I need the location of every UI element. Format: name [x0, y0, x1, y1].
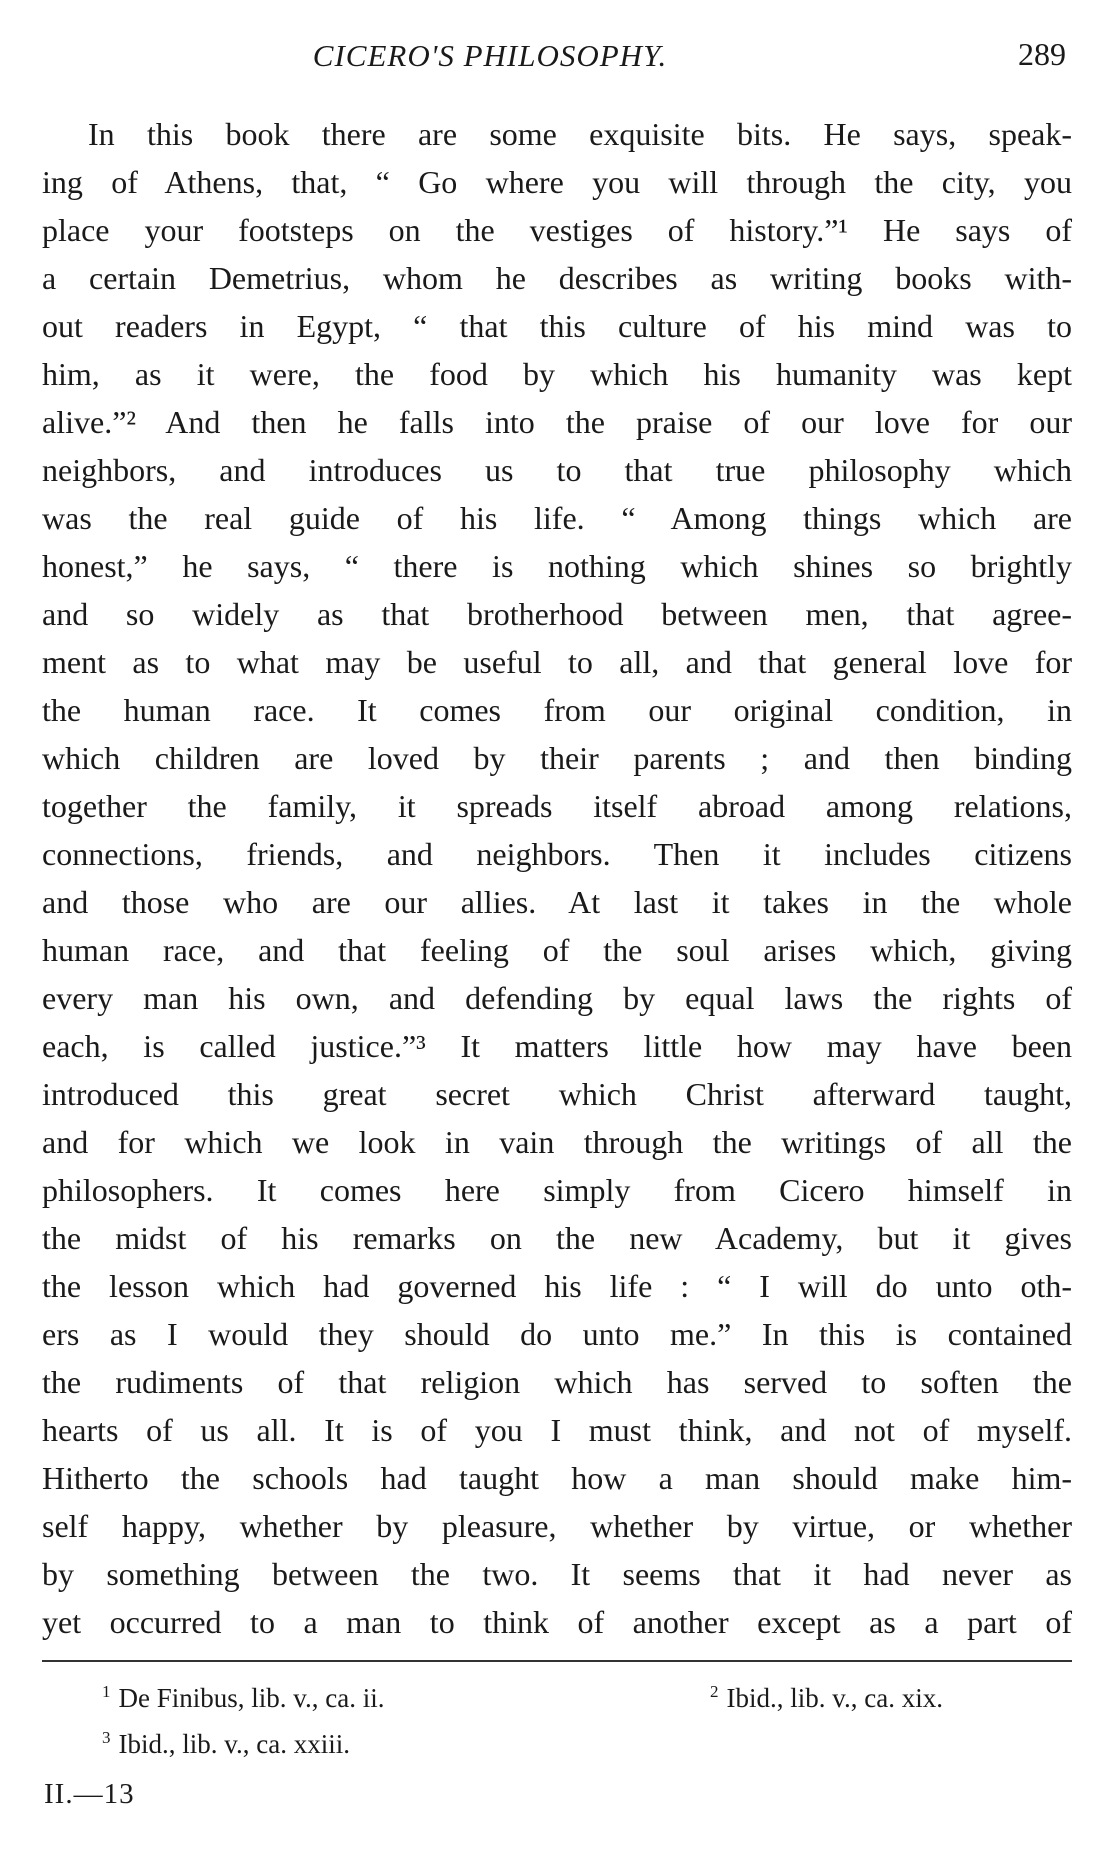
text-line: ment as to what may be useful to all, and that general love for [42, 644, 1072, 680]
footnote-marker: 2 [710, 1682, 719, 1701]
text-line: and for which we look in vain through the writings of all the [42, 1124, 1072, 1160]
text-line: and those who are our allies. At last it takes in the whole [42, 884, 1072, 920]
text-line: out readers in Egypt, “ that this culture of his mind was to [42, 308, 1072, 344]
footnote-marker: 1 [102, 1682, 111, 1701]
text-line: self happy, whether by pleasure, whether by virtue, or whether [42, 1508, 1072, 1544]
text-line: In this book there are some exquisite bits. He says, speak- [88, 116, 1072, 152]
text-line: which children are loved by their parents ; and then binding [42, 740, 1072, 776]
text-line: hearts of us all. It is of you I must think, and not of myself. [42, 1412, 1072, 1448]
running-title: CICERO'S PHILOSOPHY. [312, 38, 668, 73]
text-line: the midst of his remarks on the new Academy, but it gives [42, 1220, 1072, 1256]
body-text [42, 110, 1072, 1646]
text-line: the rudiments of that religion which has served to soften the [42, 1364, 1072, 1400]
text-line: philosophers. It comes here simply from Cicero himself in [42, 1172, 1072, 1208]
footnote-text: Ibid., lib. v., ca. xix. [726, 1683, 943, 1713]
text-line: yet occurred to a man to think of another except as a part of [42, 1604, 1072, 1640]
text-line: connections, friends, and neighbors. Then it includes citizens [42, 836, 1072, 872]
text-line: a certain Demetrius, whom he describes as writing books with- [42, 260, 1072, 296]
text-line: honest,” he says, “ there is nothing which shines so brightly [42, 548, 1072, 584]
footnote-rule [42, 1660, 1072, 1662]
text-line: Hitherto the schools had taught how a man should make him- [42, 1460, 1072, 1496]
text-line: each, is called justice.”³ It matters little how may have been [42, 1028, 1072, 1064]
text-line: him, as it were, the food by which his humanity was kept [42, 356, 1072, 392]
text-line: and so widely as that brotherhood between men, that agree- [42, 596, 1072, 632]
footnote-3 [102, 1728, 350, 1760]
printer-signature: II.—13 [44, 1778, 135, 1810]
text-line: introduced this great secret which Christ afterward taught, [42, 1076, 1072, 1112]
text-line: the lesson which had governed his life : “ I will do unto oth- [42, 1268, 1072, 1304]
text-line: place your footsteps on the vestiges of history.”¹ He says of [42, 212, 1072, 248]
text-line: every man his own, and defending by equal laws the rights of [42, 980, 1072, 1016]
text-line: was the real guide of his life. “ Among things which are [42, 500, 1072, 536]
text-line: by something between the two. It seems that it had never as [42, 1556, 1072, 1592]
footnote-2 [710, 1682, 943, 1714]
text-line: together the family, it spreads itself abroad among relations, [42, 788, 1072, 824]
text-line: alive.”² And then he falls into the praise of our love for our [42, 404, 1072, 440]
footnote-text: Ibid., lib. v., ca. xxiii. [118, 1729, 350, 1759]
text-line: neighbors, and introduces us to that true philosophy which [42, 452, 1072, 488]
text-line: ers as I would they should do unto me.” In this is contained [42, 1316, 1072, 1352]
footnote-marker: 3 [102, 1728, 111, 1747]
footnote-1 [102, 1682, 384, 1714]
page-number: 289 [1018, 36, 1066, 72]
text-line: the human race. It comes from our original condition, in [42, 692, 1072, 728]
footnote-text: De Finibus, lib. v., ca. ii. [118, 1683, 385, 1713]
running-head [40, 30, 1076, 78]
text-line: ing of Athens, that, “ Go where you will through the city, you [42, 164, 1072, 200]
text-line: human race, and that feeling of the soul arises which, giving [42, 932, 1072, 968]
